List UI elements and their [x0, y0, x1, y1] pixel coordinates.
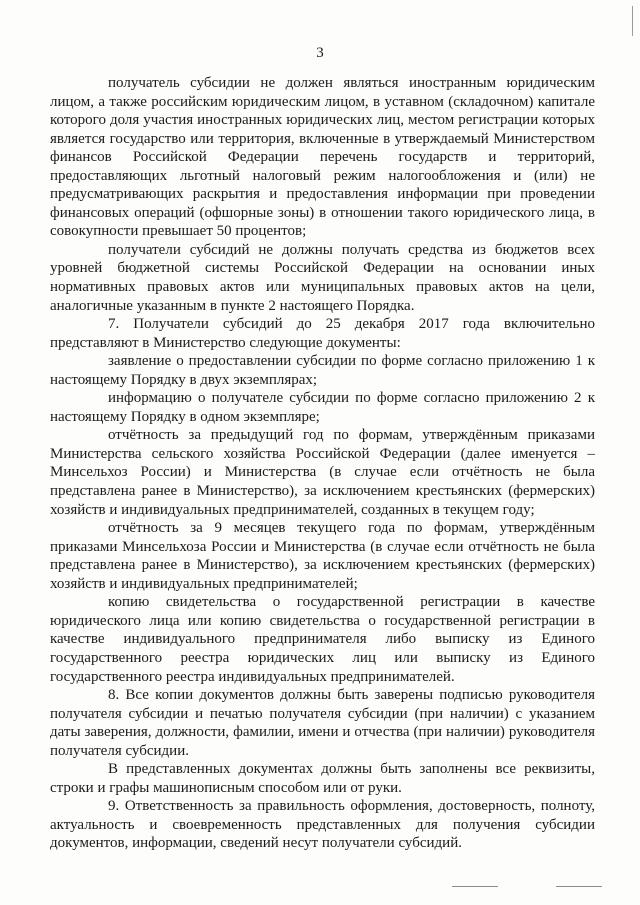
- scan-edge-mark: [632, 6, 633, 36]
- paragraph-foreign-entity-restriction: получатель субсидии не должен являться иностранным юридическим лицом, а также российским юридическим лицом, в уставном (складочном) капитале которого доля участия иностранных юридических лиц, местом регистрации которых является государство или территория, включенные в утверждаемый Министерством финансов Российской Федерации перечень государств и территорий, предоставляющих льготный налоговый режим налогообложения и (или) не предусматривающих раскрытия и предоставления информации при проведении финансовых операций (офшорные зоны) в отношении такого юридического лица, в совокупности превышает 50 процентов;: [50, 75, 595, 240]
- paragraph-previous-year-reports: отчётность за предыдущий год по формам, утверждённым приказами Министерства сельского хозяйства Российской Федерации (далее именуется – Минсельхоз России) и Министерства (в случае если отчётность не была представлена ранее в Министерство), за исключением крестьянских (фермерских) хозяйств и индивидуальных предпринимателей, созданных в текущем году;: [50, 427, 595, 518]
- paragraph-application: заявление о предоставлении субсидии по форме согласно приложению 1 к настоящему Порядку в двух экземплярах;: [50, 353, 595, 388]
- paragraph-item-7-documents: 7. Получатели субсидий до 25 декабря 2017 года включительно представляют в Министерство следующие документы:: [50, 316, 595, 351]
- paragraph-item-8-certification: 8. Все копии документов должны быть заверены подписью руководителя получателя субсидии и печатью получателя субсидии (при наличии) с указанием даты заверения, должности, фамилии, имени и отчества (при наличии) руководителя получателя субсидии.: [50, 687, 595, 759]
- paragraph-nine-month-reports: отчётность за 9 месяцев текущего года по формам, утверждённым приказами Минсельхоза России и Министерства (в случае если отчётность не была представлена ранее в Министерство), за исключением крестьянских (фермерских) хозяйств и индивидуальных предпринимателей;: [50, 520, 595, 592]
- document-body: [50, 74, 595, 853]
- footer-rule-left: [452, 886, 498, 887]
- footer-rule-right: [556, 886, 602, 887]
- paragraph-registration-certificate: копию свидетельства о государственной регистрации в качестве юридического лица или копию свидетельства о государственной регистрации в качестве индивидуального предпринимателя либо выписку из Единого государственного реестра юридических лиц или выписку из Единого государственного реестра индивидуальных предпринимателей.: [50, 594, 595, 685]
- page-number: 3: [316, 45, 324, 61]
- paragraph-recipient-info: информацию о получателе субсидии по форме согласно приложению 2 к настоящему Порядку в одном экземпляре;: [50, 390, 595, 425]
- paragraph-item-9-responsibility: 9. Ответственность за правильность оформления, достоверность, полноту, актуальность и своевременность представленных для получения субсидии документов, информации, сведений несут получатели субсидий.: [50, 798, 595, 852]
- paragraph-no-other-budget-funds: получатели субсидий не должны получать средства из бюджетов всех уровней бюджетной системы Российской Федерации на основании иных нормативных правовых актов или муниципальных правовых актов на цели, аналогичные указанным в пункте 2 настоящего Порядка.: [50, 241, 595, 314]
- paragraph-filled-details: В представленных документах должны быть заполнены все реквизиты, строки и графы машинописным способом или от руки.: [50, 761, 595, 796]
